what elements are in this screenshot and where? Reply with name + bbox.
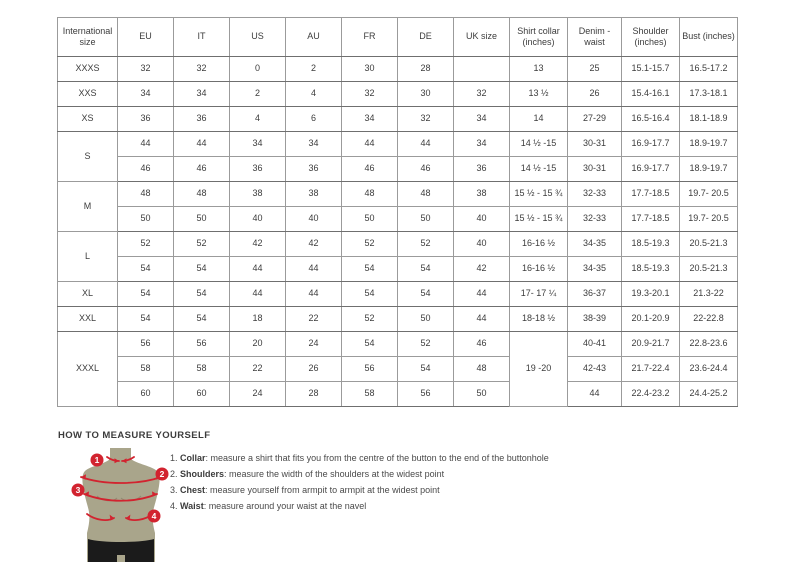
table-cell: 30-31 [568,157,622,182]
table-cell: 16-16 ½ [510,257,568,282]
table-cell: 54 [342,257,398,282]
table-cell: 14 ½ -15 [510,157,568,182]
column-header: IT [174,18,230,57]
marker-4: 4 [151,511,157,521]
size-cell: L [58,232,118,282]
table-cell: 40 [230,207,286,232]
table-cell: 48 [342,182,398,207]
mannequin-figure [57,444,177,566]
column-header: Denim - waist [568,18,622,57]
table-row [58,307,738,332]
table-cell: 28 [398,57,454,82]
column-header: DE [398,18,454,57]
table-cell: 22 [286,307,342,332]
table-cell: 20.5-21.3 [680,257,738,282]
table-cell: 14 [510,107,568,132]
table-cell: 56 [342,357,398,382]
table-cell: 30-31 [568,132,622,157]
table-cell: 54 [118,257,174,282]
table-cell: 54 [174,307,230,332]
step-text: : measure yourself from armpit to armpit at the widest point [205,485,440,495]
table-cell: 50 [342,207,398,232]
table-cell: 58 [118,357,174,382]
table-row [58,107,738,132]
table-cell: 40 [454,207,510,232]
table-cell: 54 [174,282,230,307]
table-cell: 50 [454,382,510,407]
table-cell: 34 [174,82,230,107]
table-cell: 34 [286,132,342,157]
table-cell: 13 ½ [510,82,568,107]
column-header: Shoulder (inches) [622,18,680,57]
table-cell: 44 [568,382,622,407]
table-cell: 15 ½ - 15 ¾ [510,182,568,207]
table-cell: 27-29 [568,107,622,132]
table-cell: 36 [230,157,286,182]
table-row [58,182,738,207]
table-cell: 56 [118,332,174,357]
table-cell: 26 [286,357,342,382]
step-text: : measure around your waist at the navel [203,501,367,511]
size-cell: XXXS [58,57,118,82]
size-cell: XXL [58,307,118,332]
table-cell: 34 [454,107,510,132]
size-chart-table [57,17,738,407]
table-cell: 50 [398,207,454,232]
table-cell: 48 [454,357,510,382]
table-cell: 34 [118,82,174,107]
measure-step [170,450,549,466]
step-label: Shoulders [180,469,225,479]
table-cell: 16.9-17.7 [622,157,680,182]
table-cell: 48 [174,182,230,207]
table-cell: 18.5-19.3 [622,232,680,257]
table-row [58,257,738,282]
table-cell: 36 [174,107,230,132]
table-cell: 20.1-20.9 [622,307,680,332]
table-cell: 0 [230,57,286,82]
table-cell: 56 [398,382,454,407]
table-cell: 52 [174,232,230,257]
table-cell: 30 [342,57,398,82]
table-cell: 34-35 [568,257,622,282]
table-row [58,82,738,107]
table-cell: 34 [230,132,286,157]
table-cell: 18.5-19.3 [622,257,680,282]
table-row [58,357,738,382]
measure-step [170,498,549,514]
table-row [58,232,738,257]
table-cell: 58 [174,357,230,382]
table-cell: 28 [286,382,342,407]
table-cell: 54 [398,282,454,307]
column-header: FR [342,18,398,57]
table-cell: 52 [398,332,454,357]
table-cell: 34-35 [568,232,622,257]
table-cell: 32 [398,107,454,132]
table-row [58,57,738,82]
table-cell: 40 [454,232,510,257]
table-cell: 54 [398,357,454,382]
size-chart-table-wrap [57,17,738,407]
table-cell: 42 [454,257,510,282]
table-cell: 30 [398,82,454,107]
table-cell: 15.1-15.7 [622,57,680,82]
table-cell: 19.3-20.1 [622,282,680,307]
table-cell: 32-33 [568,182,622,207]
table-cell: 26 [568,82,622,107]
table-cell: 50 [118,207,174,232]
marker-3: 3 [75,485,81,495]
table-cell: 19.7- 20.5 [680,207,738,232]
table-cell: 17.7-18.5 [622,182,680,207]
table-cell: 48 [398,182,454,207]
table-cell: 42 [286,232,342,257]
table-cell: 42-43 [568,357,622,382]
table-cell: 48 [118,182,174,207]
column-header: Shirt collar (inches) [510,18,568,57]
size-cell: M [58,182,118,232]
table-cell: 60 [118,382,174,407]
step-number: 1. [170,453,181,463]
step-number: 2. [170,469,181,479]
table-cell: 20.5-21.3 [680,232,738,257]
table-cell: 4 [230,107,286,132]
measure-section-heading: HOW TO MEASURE YOURSELF [58,430,211,441]
table-cell: 32-33 [568,207,622,232]
collar-merged-cell: 19 -20 [510,332,568,407]
table-cell: 16.5-16.4 [622,107,680,132]
table-cell: 15.4-16.1 [622,82,680,107]
table-cell: 60 [174,382,230,407]
table-cell: 14 ½ -15 [510,132,568,157]
table-header [58,18,738,57]
table-cell: 17- 17 ¼ [510,282,568,307]
table-cell: 32 [342,82,398,107]
size-cell: XS [58,107,118,132]
column-header: EU [118,18,174,57]
table-cell: 44 [174,132,230,157]
table-cell: 46 [454,332,510,357]
marker-1: 1 [94,455,100,465]
table-cell: 58 [342,382,398,407]
table-cell: 20 [230,332,286,357]
table-cell: 36 [286,157,342,182]
column-header: AU [286,18,342,57]
column-header: US [230,18,286,57]
table-cell: 46 [398,157,454,182]
table-cell: 24 [286,332,342,357]
table-cell: 18 [230,307,286,332]
table-cell: 36 [118,107,174,132]
table-cell: 38-39 [568,307,622,332]
table-row [58,132,738,157]
table-cell: 16.9-17.7 [622,132,680,157]
table-cell: 22 [230,357,286,382]
table-row [58,282,738,307]
table-cell: 42 [230,232,286,257]
table-cell: 54 [118,307,174,332]
table-cell: 38 [230,182,286,207]
table-cell: 24.4-25.2 [680,382,738,407]
table-cell: 56 [174,332,230,357]
table-cell: 40-41 [568,332,622,357]
column-header: Bust (inches) [680,18,738,57]
table-cell: 36-37 [568,282,622,307]
table-cell: 52 [342,307,398,332]
table-cell: 18.9-19.7 [680,157,738,182]
table-cell: 44 [454,307,510,332]
table-cell [454,57,510,82]
table-row [58,332,738,357]
table-cell: 54 [342,332,398,357]
column-header: UK size [454,18,510,57]
step-label: Collar [180,453,206,463]
table-cell: 50 [174,207,230,232]
table-cell: 54 [118,282,174,307]
size-cell: S [58,132,118,182]
table-cell: 32 [454,82,510,107]
table-cell: 21.3-22 [680,282,738,307]
measure-instructions [170,450,549,514]
step-label: Waist [180,501,204,511]
step-text: : measure the width of the shoulders at the widest point [224,469,445,479]
measure-step [170,466,549,482]
marker-2: 2 [159,469,165,479]
table-cell: 36 [454,157,510,182]
table-cell: 32 [118,57,174,82]
table-cell: 46 [342,157,398,182]
table-cell: 54 [342,282,398,307]
table-cell: 44 [118,132,174,157]
table-cell: 32 [174,57,230,82]
table-cell: 21.7-22.4 [622,357,680,382]
table-cell: 44 [286,257,342,282]
table-cell: 46 [174,157,230,182]
table-cell: 18-18 ½ [510,307,568,332]
table-row [58,157,738,182]
table-cell: 16.5-17.2 [680,57,738,82]
table-cell: 18.9-19.7 [680,132,738,157]
table-cell: 19.7- 20.5 [680,182,738,207]
table-cell: 54 [174,257,230,282]
table-cell: 23.6-24.4 [680,357,738,382]
step-number: 3. [170,485,181,495]
table-cell: 6 [286,107,342,132]
step-text: : measure a shirt that fits you from the centre of the button to the end of the buttonhole [205,453,549,463]
table-cell: 40 [286,207,342,232]
table-cell: 25 [568,57,622,82]
table-cell: 44 [398,132,454,157]
table-cell: 46 [118,157,174,182]
table-cell: 54 [398,257,454,282]
step-label: Chest [180,485,206,495]
measure-step [170,482,549,498]
table-cell: 17.7-18.5 [622,207,680,232]
table-cell: 18.1-18.9 [680,107,738,132]
table-cell: 50 [398,307,454,332]
table-cell: 4 [286,82,342,107]
table-cell: 52 [398,232,454,257]
table-cell: 2 [286,57,342,82]
step-number: 4. [170,501,181,511]
table-cell: 24 [230,382,286,407]
column-header: International size [58,18,118,57]
size-cell: XXXL [58,332,118,407]
size-cell: XL [58,282,118,307]
table-cell: 22.4-23.2 [622,382,680,407]
table-row [58,382,738,407]
table-cell: 52 [118,232,174,257]
table-cell: 44 [454,282,510,307]
table-cell: 2 [230,82,286,107]
table-cell: 15 ½ - 15 ¾ [510,207,568,232]
table-cell: 20.9-21.7 [622,332,680,357]
size-cell: XXS [58,82,118,107]
table-cell: 22.8-23.6 [680,332,738,357]
table-row [58,207,738,232]
table-cell: 44 [342,132,398,157]
table-cell: 34 [454,132,510,157]
table-cell: 34 [342,107,398,132]
table-cell: 38 [454,182,510,207]
table-cell: 13 [510,57,568,82]
table-cell: 16-16 ½ [510,232,568,257]
table-cell: 44 [286,282,342,307]
table-cell: 52 [342,232,398,257]
table-cell: 44 [230,257,286,282]
table-cell: 17.3-18.1 [680,82,738,107]
table-cell: 22-22.8 [680,307,738,332]
table-cell: 44 [230,282,286,307]
table-cell: 38 [286,182,342,207]
